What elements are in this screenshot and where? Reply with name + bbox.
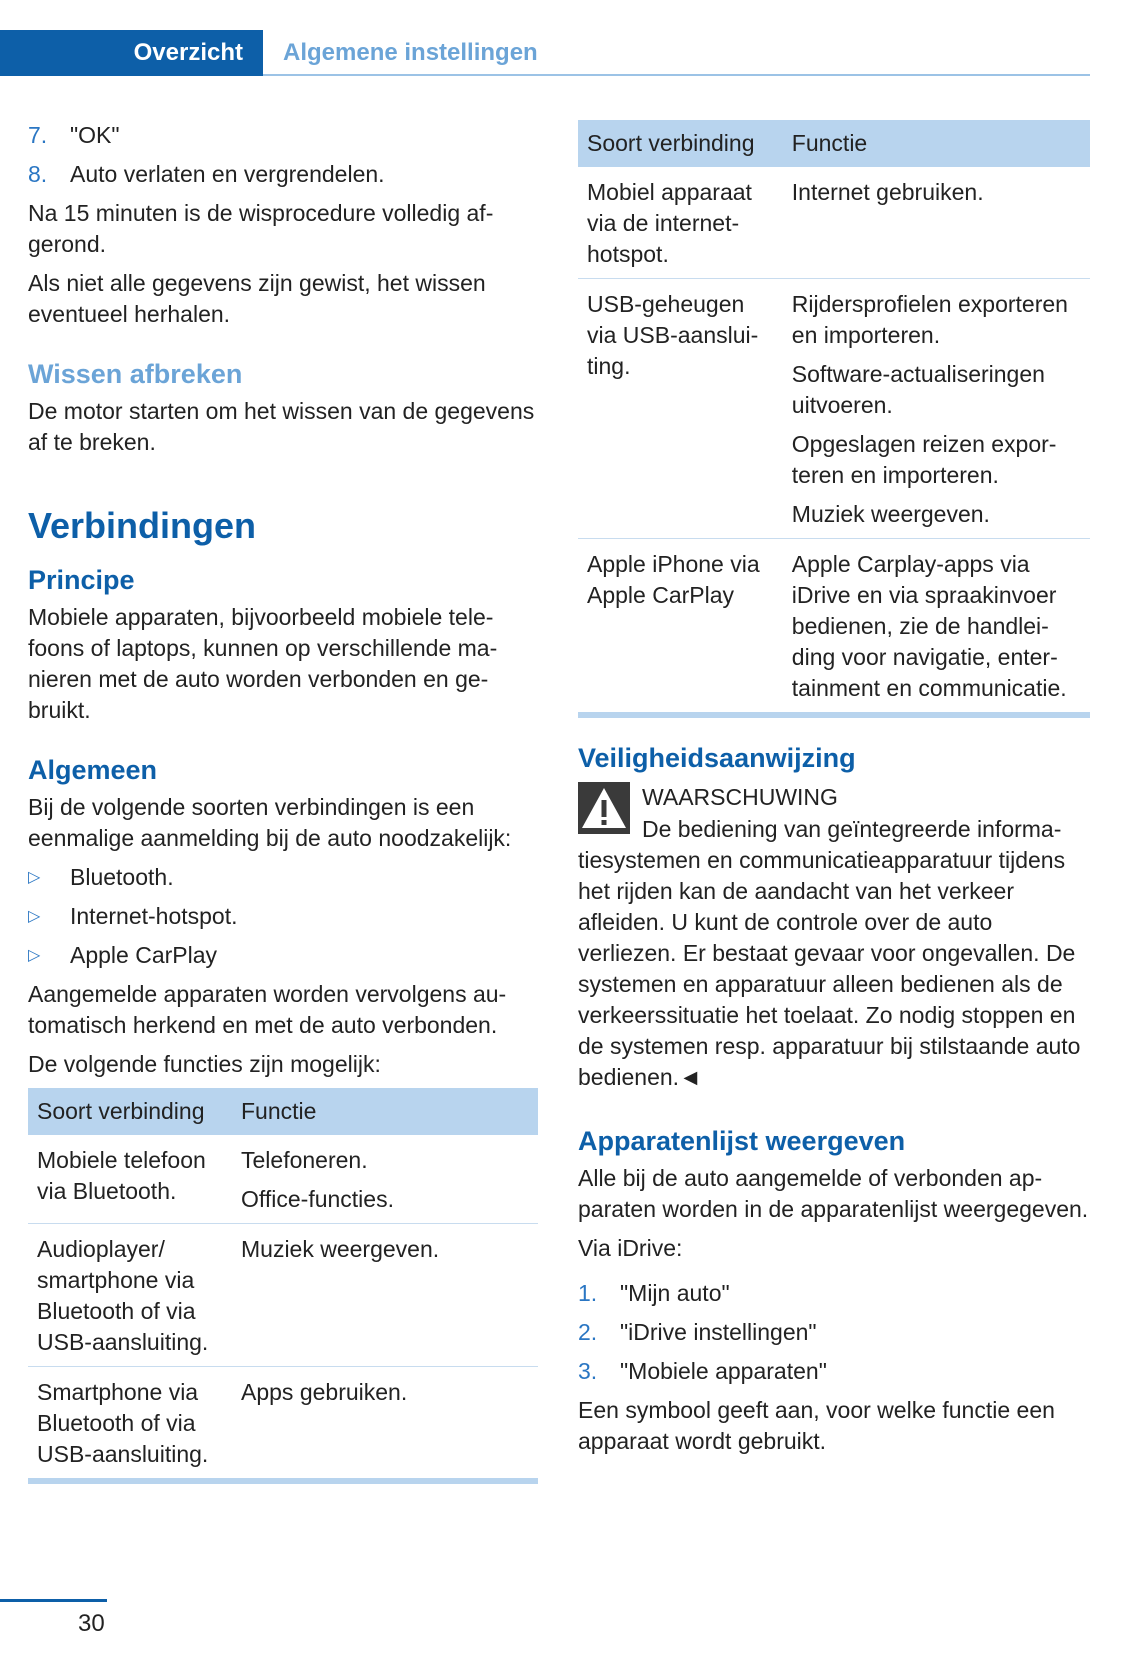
bullet-text: Internet-hotspot. bbox=[70, 903, 238, 929]
paragraph: Alle bij de auto aangemelde of verbonden apparaten worden in de apparatenlijst weergegeven. bbox=[578, 1165, 1089, 1222]
function-text: Internet gebruiken. bbox=[791, 179, 984, 205]
heading-principe: Principe bbox=[28, 565, 135, 595]
heading-apparatenlijst: Apparatenlijst weergeven bbox=[578, 1126, 906, 1156]
page-number: 30 bbox=[78, 1610, 105, 1637]
table-row bbox=[28, 1367, 538, 1479]
step-text: "Mijn auto" bbox=[620, 1280, 730, 1306]
table-end-rule bbox=[28, 1478, 538, 1484]
function-text: Apps gebruiken. bbox=[241, 1379, 408, 1405]
table-cell-type: Apple iPhone via Apple CarPlay bbox=[587, 551, 760, 608]
table-header-function: Functie bbox=[232, 1088, 538, 1135]
table-row bbox=[578, 279, 1090, 539]
warning-title: WAARSCHUWING bbox=[642, 784, 838, 810]
table-row bbox=[578, 539, 1090, 713]
triangle-bullet-icon: ▷ bbox=[28, 908, 41, 925]
function-text: Muziek weergeven. bbox=[791, 501, 990, 527]
step-text: "iDrive instellingen" bbox=[620, 1319, 817, 1345]
function-text: Office-functies. bbox=[241, 1186, 394, 1212]
paragraph: Aangemelde apparaten worden vervolgens automatisch herkend en met de auto verbonden. bbox=[28, 981, 507, 1038]
table-cell-type: Mobiele telefoon via Bluetooth. bbox=[28, 1135, 232, 1224]
footer-rule bbox=[0, 1599, 107, 1602]
table-cell-function bbox=[232, 1367, 538, 1479]
paragraph: Na 15 minuten is de wisprocedure volledig afgerond. bbox=[28, 200, 494, 257]
paragraph: Via iDrive: bbox=[578, 1235, 683, 1261]
table-cell-type: USB-geheugen via USB-aansluiting. bbox=[578, 279, 783, 539]
table-row bbox=[578, 167, 1090, 279]
warning-triangle-icon bbox=[578, 782, 630, 834]
paragraph: De volgende functies zijn mogelijk: bbox=[28, 1051, 381, 1077]
warning-text: De bediening van geïntegreerde informatiesystemen en communicatieapparatuur tijdens het rijden kan de aandacht van het verkeer afleiden. U kunt de controle over de auto verliezen. Er bestaat gevaar voor ongevallen. De systemen en apparatuur alleen bedienen als de verkeerssituatie het toelaat. Zo nodig stoppen en de systemen resp. apparatuur bij stilstaande auto bedienen.◄ bbox=[578, 816, 1081, 1090]
function-text: Opgeslagen reizen exporteren en importeren. bbox=[791, 431, 1057, 488]
bullet-text: Bluetooth. bbox=[70, 864, 174, 890]
bullet-text: Apple CarPlay bbox=[70, 942, 218, 968]
step-item bbox=[28, 159, 538, 190]
table-header-type: Soort verbinding bbox=[578, 120, 783, 167]
step-item bbox=[578, 1317, 1090, 1348]
table-row bbox=[28, 1224, 538, 1367]
header-tab: Overzicht bbox=[0, 30, 263, 76]
bullet-item bbox=[28, 901, 538, 932]
step-item bbox=[28, 120, 538, 151]
step-number: 8. bbox=[28, 161, 48, 187]
function-text: Muziek weergeven. bbox=[241, 1236, 440, 1262]
step-item bbox=[578, 1356, 1090, 1387]
heading-algemeen: Algemeen bbox=[28, 755, 158, 785]
paragraph: Als niet alle gegevens zijn gewist, het wissen eventueel herhalen. bbox=[28, 270, 486, 327]
step-number: 2. bbox=[578, 1319, 598, 1345]
table-cell-function bbox=[783, 539, 1090, 713]
table-cell-function bbox=[232, 1135, 538, 1224]
table-row bbox=[28, 1135, 538, 1224]
header-rule bbox=[263, 74, 1090, 76]
table-cell-function bbox=[783, 279, 1090, 539]
connection-table-right bbox=[578, 120, 1090, 712]
paragraph: Een symbool geeft aan, voor welke functie een apparaat wordt gebruikt. bbox=[578, 1397, 1055, 1454]
table-header-function: Functie bbox=[783, 120, 1090, 167]
paragraph: De motor starten om het wissen van de gegevens af te breken. bbox=[28, 398, 535, 455]
table-cell-type: Mobiel apparaat via de internethotspot. bbox=[578, 167, 783, 279]
function-text: Software-actualiseringen uitvoeren. bbox=[791, 361, 1045, 418]
function-text: Rijdersprofielen exporteren en importeren. bbox=[791, 291, 1068, 348]
step-number: 1. bbox=[578, 1280, 598, 1306]
table-cell-function bbox=[783, 167, 1090, 279]
right-column bbox=[578, 120, 1090, 1465]
table-header-type: Soort verbinding bbox=[28, 1088, 232, 1135]
left-column bbox=[28, 120, 538, 1484]
heading-veiligheidsaanwijzing: Veiligheidsaanwijzing bbox=[578, 743, 856, 773]
breadcrumb: Algemene instellingen bbox=[283, 39, 538, 66]
table-cell-type: Audioplayer/ smartphone via Bluetooth of via USB-aansluiting. bbox=[28, 1224, 232, 1367]
table-end-rule bbox=[578, 712, 1090, 718]
triangle-bullet-icon: ▷ bbox=[28, 947, 41, 964]
step-text: Auto verlaten en vergrendelen. bbox=[70, 161, 385, 187]
step-text: "Mobiele apparaten" bbox=[620, 1358, 827, 1384]
function-text: Apple Carplay-apps via iDrive en via spraakinvoer bedienen, zie de handleiding voor navigatie, entertainment en communicatie. bbox=[791, 551, 1067, 701]
paragraph: Bij de volgende soorten verbindingen is een eenmalige aanmelding bij de auto noodzakelijk: bbox=[28, 794, 512, 851]
table-cell-type: Smartphone via Bluetooth of via USB-aansluiting. bbox=[37, 1379, 209, 1467]
bullet-item bbox=[28, 940, 538, 971]
function-text: Telefoneren. bbox=[241, 1147, 368, 1173]
step-item bbox=[578, 1278, 1090, 1309]
paragraph: Mobiele apparaten, bijvoorbeeld mobiele telefoons of laptops, kunnen op verschillende manieren met de auto worden verbonden en gebruikt. bbox=[28, 604, 498, 723]
heading-wissen-afbreken: Wissen afbreken bbox=[28, 359, 243, 389]
step-number: 3. bbox=[578, 1358, 598, 1384]
table-cell-function bbox=[232, 1224, 538, 1367]
triangle-bullet-icon: ▷ bbox=[28, 869, 41, 886]
connection-table-left bbox=[28, 1088, 538, 1478]
step-number: 7. bbox=[28, 122, 48, 148]
heading-verbindingen: Verbindingen bbox=[28, 505, 257, 546]
bullet-item bbox=[28, 862, 538, 893]
step-text: "OK" bbox=[70, 122, 120, 148]
